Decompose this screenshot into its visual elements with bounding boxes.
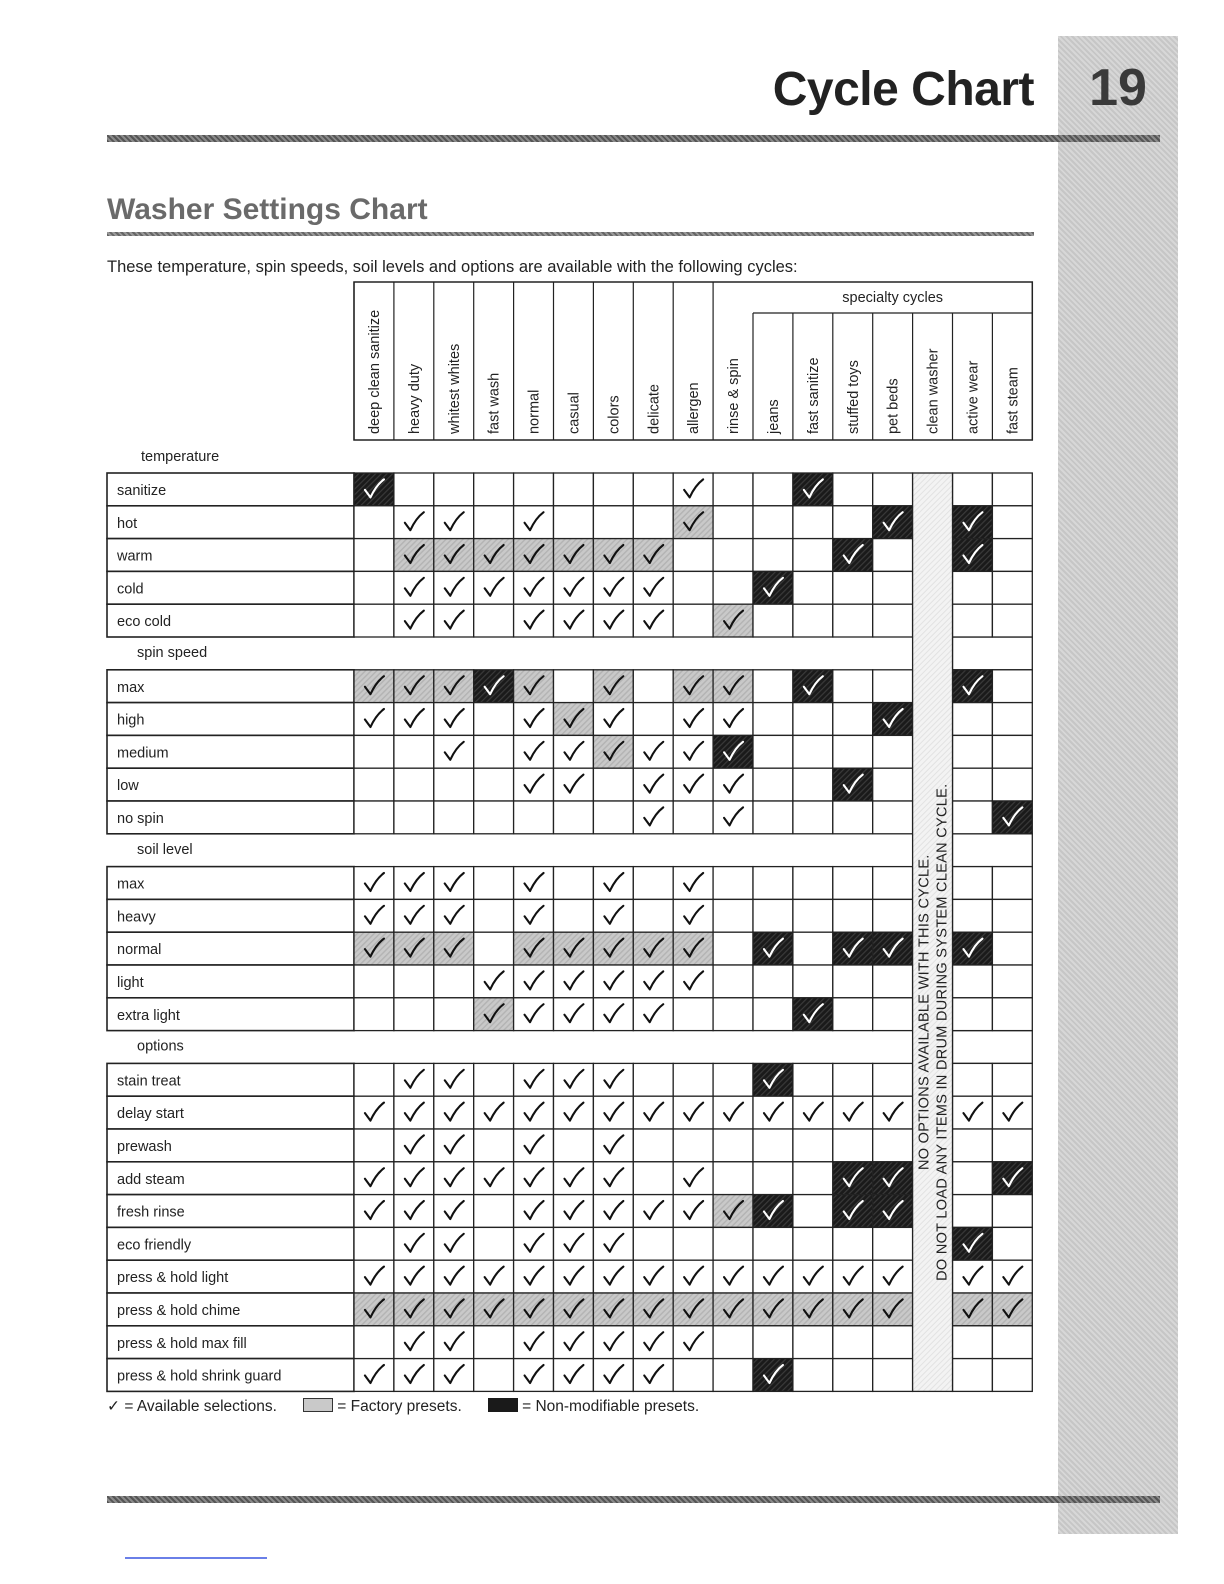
table-cell xyxy=(633,1162,673,1195)
table-cell xyxy=(354,571,394,604)
table-cell xyxy=(873,1359,913,1392)
row-label: normal xyxy=(117,942,162,959)
table-cell xyxy=(633,867,673,900)
table-cell xyxy=(633,473,673,506)
cycle-header-colors: colors xyxy=(606,395,623,434)
table-cell xyxy=(474,1063,514,1096)
table-cell xyxy=(474,604,514,637)
table-cell xyxy=(633,506,673,539)
table-cell xyxy=(434,801,474,834)
table-cell xyxy=(713,571,753,604)
table-cell xyxy=(793,1195,833,1228)
cycle-header-allergen: allergen xyxy=(686,382,703,434)
table-cell xyxy=(554,867,594,900)
table-cell xyxy=(953,768,993,801)
table-cell xyxy=(873,867,913,900)
table-cell xyxy=(953,867,993,900)
table-cell xyxy=(633,670,673,703)
table-cell xyxy=(713,1326,753,1359)
legend-nonmodifiable xyxy=(488,1398,699,1416)
cycle-header-normal: normal xyxy=(526,389,543,434)
table-cell xyxy=(593,801,633,834)
table-cell xyxy=(953,571,993,604)
table-cell xyxy=(793,1227,833,1260)
row-label: eco friendly xyxy=(117,1237,192,1254)
table-cell xyxy=(434,473,474,506)
table-cell xyxy=(633,1063,673,1096)
cycle-header-delicate: delicate xyxy=(646,384,663,434)
table-cell xyxy=(833,604,873,637)
table-cell xyxy=(434,768,474,801)
row-label: max xyxy=(117,679,145,696)
table-cell xyxy=(833,1326,873,1359)
table-cell xyxy=(673,801,713,834)
table-cell xyxy=(354,506,394,539)
table-cell xyxy=(992,1195,1032,1228)
table-cell xyxy=(833,735,873,768)
row-label: no spin xyxy=(117,811,164,827)
table-cell xyxy=(953,703,993,736)
table-cell xyxy=(673,1129,713,1162)
table-cell xyxy=(953,1162,993,1195)
table-cell xyxy=(753,703,793,736)
row-label: prewash xyxy=(117,1139,172,1155)
table-cell xyxy=(753,801,793,834)
row-label: add steam xyxy=(117,1171,185,1188)
legend-nonmodifiable-text: = Non-modifiable presets. xyxy=(522,1397,700,1415)
table-cell xyxy=(474,506,514,539)
table-cell xyxy=(992,604,1032,637)
cycle-header-clean-washer: clean washer xyxy=(925,348,942,434)
table-cell xyxy=(593,506,633,539)
table-cell xyxy=(673,539,713,572)
table-cell xyxy=(833,703,873,736)
table-cell xyxy=(992,1227,1032,1260)
group-label-spin-speed: spin speed xyxy=(137,645,208,661)
table-cell xyxy=(873,571,913,604)
row-label: press & hold chime xyxy=(117,1303,241,1319)
heading-row-spacer xyxy=(953,834,1033,867)
table-cell xyxy=(873,539,913,572)
legend xyxy=(107,1397,721,1416)
row-label: warm xyxy=(117,548,153,565)
table-cell xyxy=(354,1063,394,1096)
cycle-header-stuffed-toys: stuffed toys xyxy=(845,360,862,434)
table-cell xyxy=(873,1227,913,1260)
table-cell xyxy=(793,506,833,539)
table-cell xyxy=(354,1326,394,1359)
table-cell xyxy=(394,998,434,1031)
specialty-cycles-label: specialty cycles xyxy=(842,290,944,306)
table-cell xyxy=(793,735,833,768)
table-cell xyxy=(474,473,514,506)
row-label: eco cold xyxy=(117,614,172,631)
cycle-header-rinse-spin: rinse & spin xyxy=(726,358,743,434)
table-cell xyxy=(753,1129,793,1162)
row-label: low xyxy=(117,778,139,795)
group-label-options: options xyxy=(137,1038,184,1055)
table-cell xyxy=(753,867,793,900)
table-cell xyxy=(953,1063,993,1096)
table-cell xyxy=(673,1227,713,1260)
table-cell xyxy=(953,899,993,932)
table-cell xyxy=(354,801,394,834)
table-cell xyxy=(992,506,1032,539)
row-label: heavy xyxy=(117,909,156,926)
footer-rule xyxy=(107,1496,1160,1503)
table-cell xyxy=(354,998,394,1031)
table-cell xyxy=(474,1359,514,1392)
table-cell xyxy=(713,506,753,539)
cycle-header-fast-sanitize: fast sanitize xyxy=(805,357,822,434)
table-cell xyxy=(992,1129,1032,1162)
table-cell xyxy=(394,801,434,834)
table-cell xyxy=(992,899,1032,932)
table-cell xyxy=(953,604,993,637)
table-cell xyxy=(992,539,1032,572)
table-cell xyxy=(793,1063,833,1096)
table-cell xyxy=(474,735,514,768)
table-cell xyxy=(753,1162,793,1195)
table-cell xyxy=(992,1326,1032,1359)
table-cell xyxy=(474,703,514,736)
table-cell xyxy=(833,1227,873,1260)
table-cell xyxy=(673,1359,713,1392)
table-cell xyxy=(554,670,594,703)
table-cell xyxy=(873,735,913,768)
table-cell xyxy=(833,1359,873,1392)
table-cell xyxy=(953,735,993,768)
legend-available xyxy=(107,1397,277,1416)
table-cell xyxy=(713,1359,753,1392)
row-label: sanitize xyxy=(117,483,167,499)
table-cell xyxy=(833,473,873,506)
table-cell xyxy=(354,1227,394,1260)
table-cell xyxy=(833,899,873,932)
nonmodifiable-swatch-icon xyxy=(488,1398,518,1412)
heading-row-spacer xyxy=(953,637,1033,670)
cycle-header-fast-wash: fast wash xyxy=(486,372,503,434)
table-cell xyxy=(354,539,394,572)
table-cell xyxy=(474,1227,514,1260)
row-label: extra light xyxy=(117,1007,180,1024)
cycle-header-whitest-whites: whitest whites xyxy=(446,343,463,434)
table-cell xyxy=(833,506,873,539)
table-cell xyxy=(873,473,913,506)
row-label: hot xyxy=(117,515,138,532)
table-cell xyxy=(673,1063,713,1096)
table-cell xyxy=(873,1326,913,1359)
row-label: medium xyxy=(117,745,169,762)
table-cell xyxy=(793,768,833,801)
table-cell xyxy=(753,604,793,637)
clean-washer-note-line-1: NO OPTIONS AVAILABLE WITH THIS CYCLE. xyxy=(916,854,933,1171)
table-cell xyxy=(394,473,434,506)
row-label: press & hold max fill xyxy=(117,1335,247,1352)
table-cell xyxy=(992,1359,1032,1392)
table-cell xyxy=(992,473,1032,506)
table-cell xyxy=(953,1129,993,1162)
table-cell xyxy=(793,932,833,965)
table-cell xyxy=(673,998,713,1031)
table-cell xyxy=(873,899,913,932)
table-cell xyxy=(753,768,793,801)
table-cell xyxy=(833,998,873,1031)
table-cell xyxy=(474,1326,514,1359)
table-cell xyxy=(554,506,594,539)
table-cell xyxy=(793,899,833,932)
table-cell xyxy=(873,768,913,801)
table-cell xyxy=(474,867,514,900)
table-cell xyxy=(793,604,833,637)
page-number: 19 xyxy=(1089,59,1147,117)
table-cell xyxy=(992,768,1032,801)
legend-available-text: = Available selections. xyxy=(124,1398,277,1415)
table-cell xyxy=(793,1129,833,1162)
table-cell xyxy=(593,768,633,801)
row-label: press & hold light xyxy=(117,1270,229,1287)
table-cell xyxy=(953,1326,993,1359)
table-cell xyxy=(992,735,1032,768)
intro-text: These temperature, spin speeds, soil levels and options are available with the following cycles: xyxy=(107,258,798,276)
table-cell xyxy=(713,1162,753,1195)
table-cell xyxy=(633,1227,673,1260)
row-label-cell xyxy=(107,506,354,539)
table-cell xyxy=(554,1129,594,1162)
table-cell xyxy=(354,735,394,768)
table-cell xyxy=(753,965,793,998)
row-label: fresh rinse xyxy=(117,1204,185,1221)
table-cell xyxy=(753,735,793,768)
table-cell xyxy=(554,899,594,932)
table-cell xyxy=(833,965,873,998)
table-cell xyxy=(713,867,753,900)
table-cell xyxy=(514,473,554,506)
table-cell xyxy=(992,867,1032,900)
table-cell xyxy=(873,670,913,703)
table-cell xyxy=(992,703,1032,736)
table-cell xyxy=(394,768,434,801)
row-label-cell xyxy=(107,571,354,604)
table-cell xyxy=(753,670,793,703)
table-cell xyxy=(474,899,514,932)
table-cell xyxy=(793,1359,833,1392)
table-cell xyxy=(833,1063,873,1096)
table-cell xyxy=(713,473,753,506)
footer-link-underline xyxy=(125,1557,267,1559)
row-label: max xyxy=(117,876,145,893)
table-cell xyxy=(873,1129,913,1162)
table-cell xyxy=(713,1227,753,1260)
table-cell xyxy=(873,965,913,998)
factory-swatch-icon xyxy=(303,1398,333,1412)
table-cell xyxy=(793,1162,833,1195)
table-cell xyxy=(953,473,993,506)
table-cell xyxy=(992,932,1032,965)
table-cell xyxy=(514,801,554,834)
table-cell xyxy=(713,899,753,932)
table-cell xyxy=(474,932,514,965)
table-cell xyxy=(793,539,833,572)
group-label-temperature: temperature xyxy=(141,449,220,465)
clean-washer-note-line-2: DO NOT LOAD ANY ITEMS IN DRUM DURING SYSTEM CLEAN CYCLE. xyxy=(934,783,951,1281)
table-cell xyxy=(793,703,833,736)
table-cell xyxy=(753,998,793,1031)
table-cell xyxy=(992,670,1032,703)
table-cell xyxy=(953,801,993,834)
legend-factory-text: = Factory presets. xyxy=(337,1397,462,1415)
cycle-header-jeans: jeans xyxy=(765,399,782,434)
table-cell xyxy=(753,473,793,506)
table-cell xyxy=(753,1227,793,1260)
table-cell xyxy=(833,867,873,900)
row-label: light xyxy=(117,975,144,991)
table-cell xyxy=(354,604,394,637)
table-cell xyxy=(873,998,913,1031)
chapter-title: Cycle Chart xyxy=(772,63,1034,116)
cycle-header-fast-steam: fast steam xyxy=(1005,367,1022,434)
table-cell xyxy=(753,1326,793,1359)
cycle-header-deep-clean-sanitize: deep clean sanitize xyxy=(366,309,383,434)
table-cell xyxy=(992,998,1032,1031)
table-cell xyxy=(833,670,873,703)
table-cell xyxy=(633,703,673,736)
table-cell xyxy=(394,965,434,998)
table-cell xyxy=(474,1129,514,1162)
table-cell xyxy=(793,1326,833,1359)
row-label: stain treat xyxy=(117,1073,181,1090)
cycle-header-casual: casual xyxy=(566,392,583,434)
table-cell xyxy=(474,768,514,801)
table-cell xyxy=(713,1063,753,1096)
table-cell xyxy=(633,899,673,932)
table-cell xyxy=(833,1129,873,1162)
row-label: delay start xyxy=(117,1106,184,1123)
table-cell xyxy=(992,965,1032,998)
table-cell xyxy=(873,604,913,637)
table-cell xyxy=(953,998,993,1031)
table-cell xyxy=(673,604,713,637)
table-cell xyxy=(833,571,873,604)
check-icon: ✓ xyxy=(107,1398,120,1415)
table-cell xyxy=(833,801,873,834)
table-cell xyxy=(554,801,594,834)
table-cell xyxy=(953,965,993,998)
table-cell xyxy=(873,1063,913,1096)
table-cell xyxy=(992,571,1032,604)
legend-factory xyxy=(303,1398,461,1416)
table-cell xyxy=(434,998,474,1031)
table-cell xyxy=(673,571,713,604)
heading-row-spacer xyxy=(953,1031,1033,1064)
table-cell xyxy=(474,801,514,834)
table-cell xyxy=(593,473,633,506)
table-cell xyxy=(992,1063,1032,1096)
table-cell xyxy=(554,473,594,506)
table-cell xyxy=(793,867,833,900)
table-cell xyxy=(873,801,913,834)
cycle-header-heavy-duty: heavy duty xyxy=(406,363,423,434)
table-cell xyxy=(354,768,394,801)
table-cell xyxy=(953,1195,993,1228)
table-cell xyxy=(633,1129,673,1162)
table-cell xyxy=(713,998,753,1031)
row-label: cold xyxy=(117,581,144,598)
table-cell xyxy=(354,1129,394,1162)
table-cell xyxy=(474,1195,514,1228)
table-cell xyxy=(753,539,793,572)
row-label: high xyxy=(117,712,145,729)
row-label-cell xyxy=(107,965,354,998)
section-title: Washer Settings Chart xyxy=(107,193,428,226)
table-cell xyxy=(953,1359,993,1392)
table-cell xyxy=(354,965,394,998)
table-cell xyxy=(713,1129,753,1162)
table-cell xyxy=(713,539,753,572)
row-label-cell xyxy=(107,768,354,801)
table-cell xyxy=(713,965,753,998)
cycle-header-pet-beds: pet beds xyxy=(885,378,902,434)
table-cell xyxy=(793,965,833,998)
table-cell xyxy=(394,735,434,768)
table-cell xyxy=(793,571,833,604)
table-cell xyxy=(793,801,833,834)
table-cell xyxy=(434,965,474,998)
table-cell xyxy=(713,932,753,965)
table-cell xyxy=(753,899,793,932)
group-label-soil-level: soil level xyxy=(137,841,193,858)
cycle-header-active-wear: active wear xyxy=(965,360,982,434)
row-label: press & hold shrink guard xyxy=(117,1368,282,1385)
table-cell xyxy=(753,506,793,539)
